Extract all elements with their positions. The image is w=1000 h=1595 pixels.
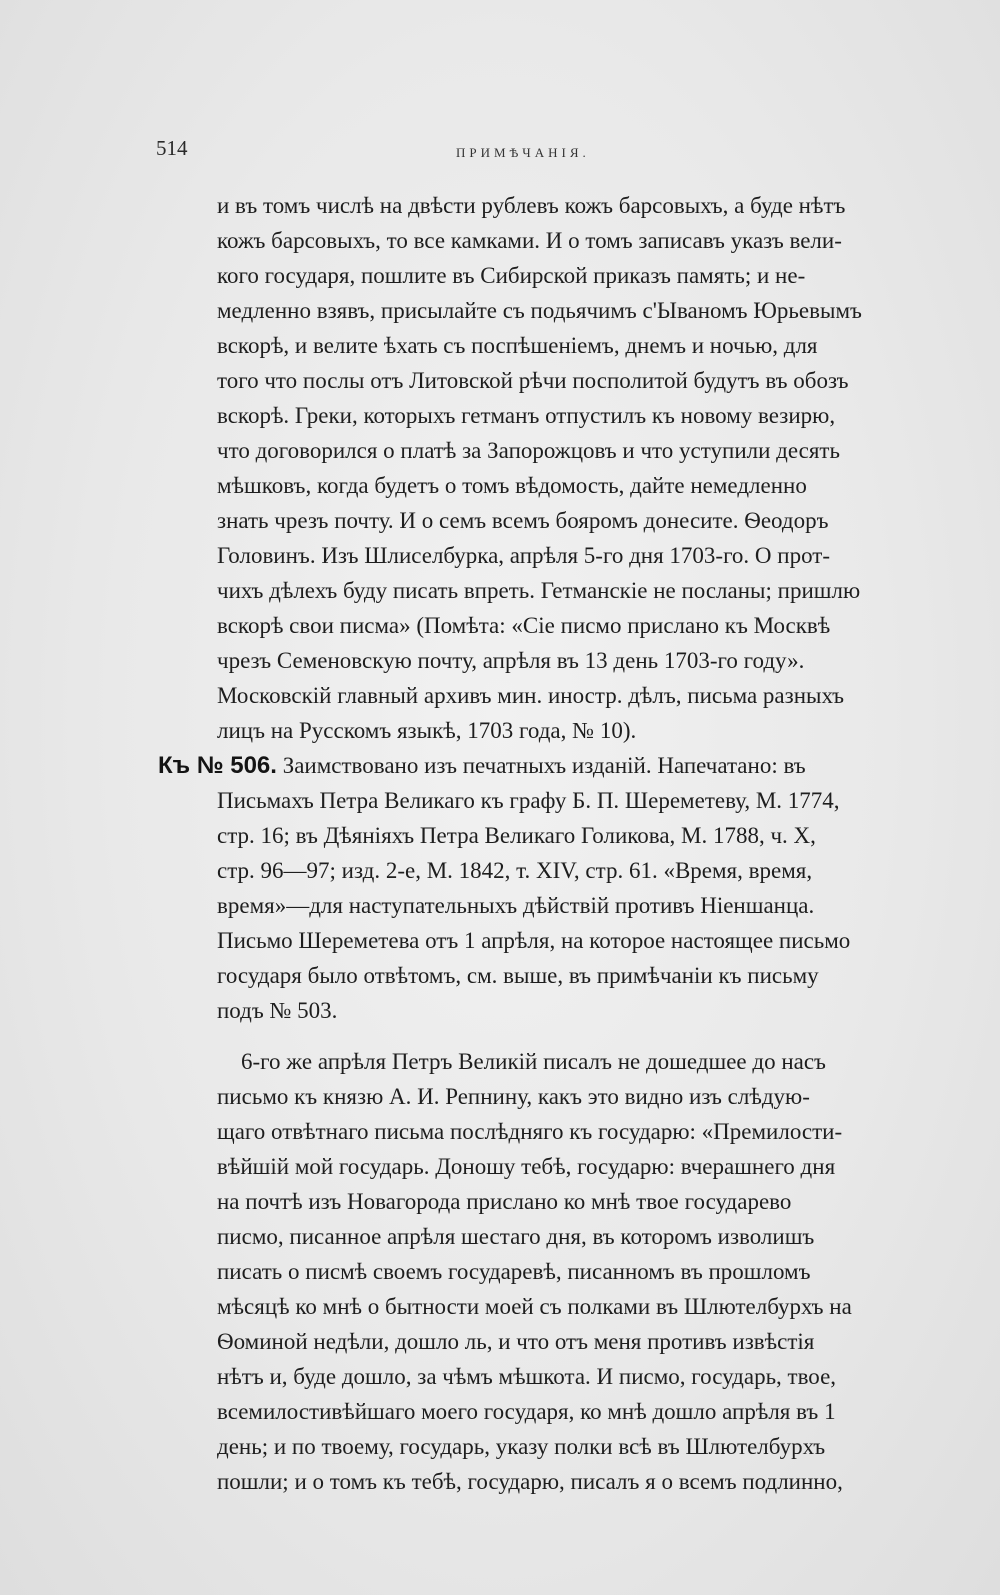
text-line: писать о писмѣ своемъ государевѣ, писанномъ въ прошломъ [217, 1259, 811, 1284]
text-line: письмо къ князю А. И. Репнину, какъ это видно изъ слѣдую- [217, 1084, 810, 1109]
text-line: лицъ на Русскомъ языкѣ, 1703 года, № 10). [217, 718, 637, 743]
text-line: Головинъ. Изъ Шлиселбурка, апрѣля 5-го дня 1703-го. О прот- [217, 543, 831, 568]
text-line: вскорѣ. Греки, которыхъ гетманъ отпустилъ къ новому везирю, [217, 403, 836, 428]
text-line: писмо, писанное апрѣля шестаго дня, въ которомъ изволишъ [217, 1224, 815, 1249]
text-line: кого государя, пошлите въ Сибирской приказъ память; и не- [217, 263, 806, 288]
text-line: щаго отвѣтнаго письма послѣдняго къ государю: «Премилости- [217, 1119, 843, 1144]
running-title: ПРИМѢЧАНІЯ. [456, 145, 590, 160]
text-line: 6-го же апрѣля Петръ Великій писалъ не дошедшее до насъ [241, 1049, 826, 1074]
text-line: день; и по твоему, государь, указу полки всѣ въ Шлютелбурхъ [217, 1434, 826, 1459]
text-line: нѣтъ и, буде дошло, за чѣмъ мѣшкота. И писмо, государь, твое, [217, 1364, 837, 1389]
text-line: что договорился о платѣ за Запорожцовъ и что уступили десять [217, 438, 840, 463]
section-line [158, 751, 806, 781]
text-line: государя было отвѣтомъ, см. выше, въ примѣчаніи къ письму [217, 963, 819, 988]
text-line: медленно взявъ, присылайте съ подьячимъ с'Ываномъ Юрьевымъ [217, 298, 862, 323]
text-line: чихъ дѣлехъ буду писать впреть. Гетманскіе не посланы; пришлю [217, 578, 861, 603]
section-lead: Къ № 506. [158, 752, 277, 779]
text-line: вскорѣ свои писма» (Помѣта: «Сіе писмо прислано къ Москвѣ [217, 613, 831, 638]
text-line: Московскій главный архивъ мин. иностр. дѣлъ, письма разныхъ [217, 683, 845, 708]
text-line: кожъ барсовыхъ, то все камками. И о томъ записавъ указъ вели- [217, 228, 842, 253]
text-line: вѣйшій мой государь. Доношу тебѣ, государю: вчерашнего дня [217, 1154, 836, 1179]
text-line: стр. 96—97; изд. 2-е, М. 1842, т. XIV, стр. 61. «Время, время, [217, 858, 813, 883]
text-line: Письмахъ Петра Великаго къ графу Б. П. Шереметеву, М. 1774, [217, 788, 840, 813]
text-line: знать чрезъ почту. И о семъ всемъ бояромъ донесите. Ѳеодоръ [217, 508, 829, 533]
text-line: Ѳоминой недѣли, дошло ль, и что отъ меня противъ извѣстія [217, 1329, 815, 1354]
text-line: того что послы отъ Литовской рѣчи посполитой будутъ въ обозъ [217, 368, 849, 393]
text-line: чрезъ Семеновскую почту, апрѣля въ 13 день 1703-го году». [217, 648, 805, 673]
text-line: стр. 16; въ Дѣяніяхъ Петра Великаго Голикова, М. 1788, ч. X, [217, 823, 816, 848]
text-line: мѣшковъ, когда будетъ о томъ вѣдомость, дайте немедленно [217, 473, 807, 498]
text-line: вскорѣ, и велите ѣхать съ поспѣшеніемъ, днемъ и ночью, для [217, 333, 818, 358]
text-line: время»—для наступательныхъ дѣйствій противъ Ніеншанца. [217, 893, 815, 918]
text-line: на почтѣ изъ Новагорода прислано ко мнѣ твое государево [217, 1189, 792, 1214]
page-number: 514 [156, 136, 188, 160]
text-line: всемилостивѣйшаго моего государя, ко мнѣ дошло апрѣля въ 1 [217, 1399, 836, 1424]
section-text: Заимствовано изъ печатныхъ изданій. Напечатано: въ [282, 753, 806, 778]
text-line: подъ № 503. [217, 998, 338, 1023]
text-line: пошли; и о томъ къ тебѣ, государю, писалъ я о всемъ подлинно, [217, 1469, 843, 1494]
text-line: и въ томъ числѣ на двѣсти рублевъ кожъ барсовыхъ, а буде нѣтъ [217, 193, 846, 218]
text-line: Письмо Шереметева отъ 1 апрѣля, на которое настоящее письмо [217, 928, 851, 953]
text-line: мѣсяцѣ ко мнѣ о бытности моей съ полками въ Шлютелбурхъ на [217, 1294, 852, 1319]
